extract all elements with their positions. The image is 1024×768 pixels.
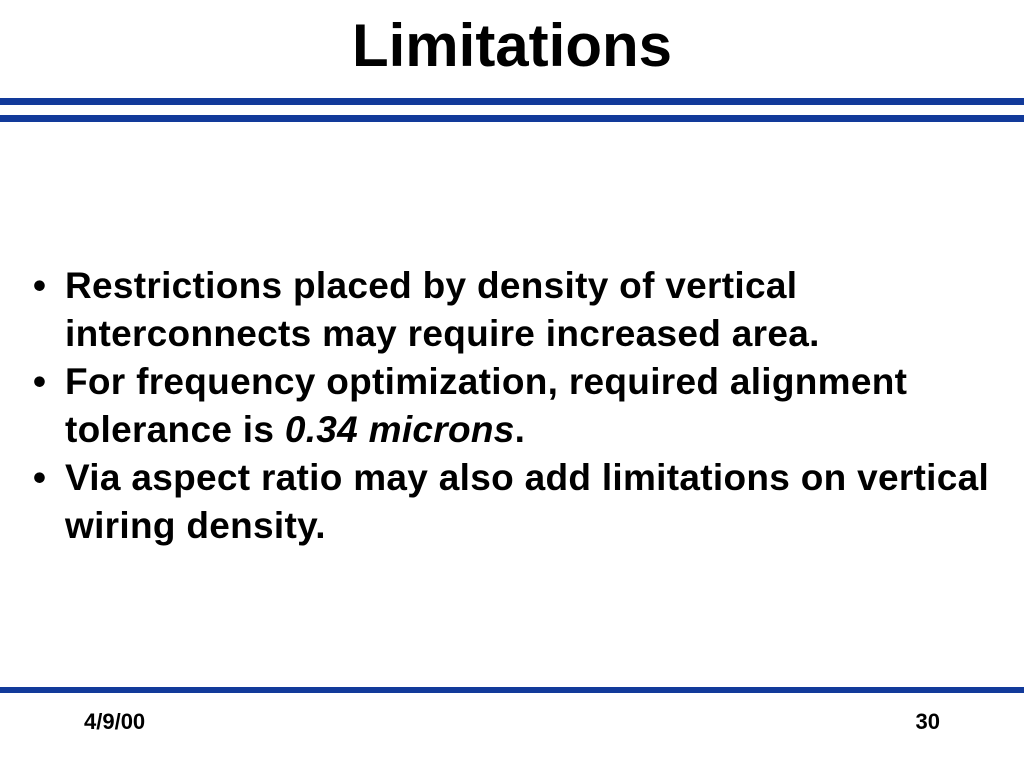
slide-title: Limitations [351,12,672,79]
bullet-item [33,358,1008,454]
bullet-item [33,454,1008,550]
bullet-list [33,262,1008,550]
bullet-marker: • [33,457,47,498]
bullet-text: Restrictions placed by density of vertical interconnects may require increased area. [65,265,820,354]
footer-divider [0,687,1024,693]
bullet-text-start: For frequency optimization, required alignment tolerance is [65,361,908,450]
bullet-marker: • [33,361,47,402]
bullet-text: Via aspect ratio may also add limitations on vertical wiring density. [65,457,990,546]
page-number: 30 [915,709,940,734]
bullet-item [33,262,1008,358]
bullet-text-end: . [514,409,526,450]
bullet-marker: • [33,265,47,306]
title-divider-bottom [0,115,1024,122]
title-divider-top [0,98,1024,105]
footer-date: 4/9/00 [84,709,146,734]
bullet-text [65,361,907,450]
emphasis-value: 0.34 microns [284,409,515,450]
